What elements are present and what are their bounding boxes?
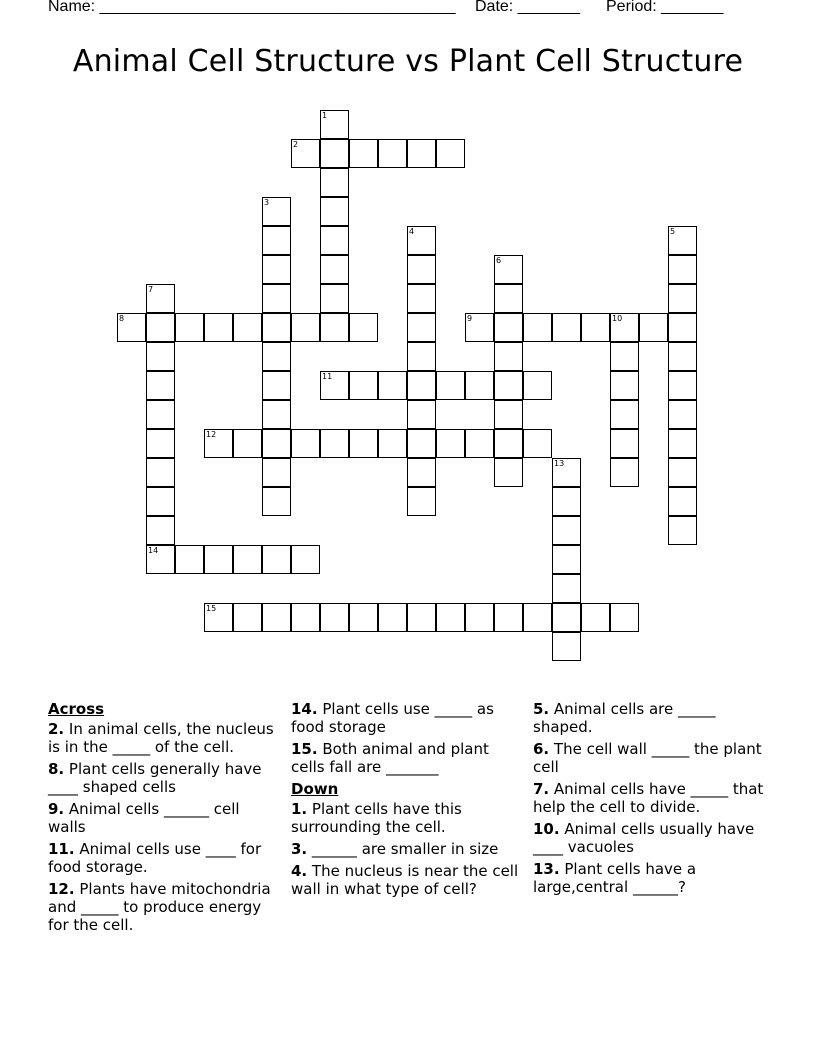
clue-number: 15 — [206, 604, 217, 613]
grid-cell[interactable] — [349, 429, 378, 458]
grid-cell[interactable] — [465, 429, 494, 458]
grid-cell[interactable] — [610, 313, 639, 342]
worksheet-title: Animal Cell Structure vs Plant Cell Structure — [72, 44, 744, 79]
clue-number: 3 — [264, 198, 270, 207]
grid-cell[interactable] — [349, 313, 378, 342]
grid-cell[interactable] — [204, 603, 233, 632]
grid-cell[interactable] — [233, 603, 262, 632]
clue-down-13: 13. Plant cells have a large,central ______? — [533, 860, 697, 896]
grid-cell[interactable] — [320, 168, 349, 197]
grid-cell[interactable] — [668, 458, 697, 487]
grid-cell[interactable] — [320, 197, 349, 226]
grid-cell[interactable] — [320, 313, 349, 342]
date-field: Date: _______ — [475, 0, 580, 15]
grid-cell[interactable] — [494, 429, 523, 458]
grid-cell[interactable] — [668, 487, 697, 516]
grid-cell[interactable] — [610, 400, 639, 429]
grid-cell[interactable] — [494, 284, 523, 313]
grid-cell[interactable] — [175, 545, 204, 574]
grid-cell[interactable] — [436, 139, 465, 168]
clue-number: 1 — [322, 111, 328, 120]
grid-cell[interactable] — [668, 400, 697, 429]
grid-cell[interactable] — [320, 226, 349, 255]
grid-cell[interactable] — [291, 139, 320, 168]
grid-cell[interactable] — [291, 313, 320, 342]
grid-cell[interactable] — [262, 371, 291, 400]
grid-cell[interactable] — [465, 313, 494, 342]
grid-cell[interactable] — [436, 603, 465, 632]
grid-cell[interactable] — [523, 429, 552, 458]
grid-cell[interactable] — [407, 342, 436, 371]
grid-cell[interactable] — [146, 371, 175, 400]
grid-cell[interactable] — [668, 342, 697, 371]
grid-cell[interactable] — [494, 255, 523, 284]
grid-cell[interactable] — [146, 487, 175, 516]
grid-cell[interactable] — [146, 516, 175, 545]
grid-cell[interactable] — [436, 371, 465, 400]
grid-cell[interactable] — [610, 342, 639, 371]
grid-cell[interactable] — [407, 284, 436, 313]
grid-cell[interactable] — [494, 342, 523, 371]
grid-cell[interactable] — [552, 574, 581, 603]
grid-cell[interactable] — [436, 429, 465, 458]
grid-cell[interactable] — [204, 313, 233, 342]
across-heading: Across — [48, 700, 105, 718]
grid-cell[interactable] — [494, 371, 523, 400]
clue-number: 12 — [206, 430, 217, 439]
grid-cell[interactable] — [146, 429, 175, 458]
clue-down-4: 4. The nucleus is near the cell wall in what type of cell? — [291, 862, 519, 898]
down-heading: Down — [291, 780, 339, 798]
period-field: Period: _______ — [606, 0, 724, 15]
grid-cell[interactable] — [407, 487, 436, 516]
grid-cell[interactable] — [668, 313, 697, 342]
grid-cell[interactable] — [668, 516, 697, 545]
grid-cell[interactable] — [146, 545, 175, 574]
clue-number: 11 — [322, 372, 333, 381]
grid-cell[interactable] — [407, 458, 436, 487]
grid-cell[interactable] — [291, 429, 320, 458]
grid-cell[interactable] — [378, 139, 407, 168]
grid-cell[interactable] — [233, 429, 262, 458]
grid-cell[interactable] — [668, 226, 697, 255]
grid-cell[interactable] — [407, 371, 436, 400]
clue-down-10: 10. Animal cells usually have ____ vacuoles — [533, 820, 755, 856]
grid-cell[interactable] — [262, 429, 291, 458]
grid-cell[interactable] — [610, 603, 639, 632]
grid-cell[interactable] — [378, 603, 407, 632]
grid-cell[interactable] — [465, 603, 494, 632]
grid-cell[interactable] — [262, 313, 291, 342]
grid-cell[interactable] — [494, 400, 523, 429]
clue-across-2: 2. In animal cells, the nucleus is in the _____ of the cell. — [48, 720, 274, 756]
name-field: Name: ________________________________________ — [48, 0, 456, 15]
grid-cell[interactable] — [291, 545, 320, 574]
clue-number: 2 — [293, 140, 299, 149]
grid-cell[interactable] — [552, 458, 581, 487]
clue-number: 13 — [554, 459, 565, 468]
clue-number: 9 — [467, 314, 473, 323]
grid-cell[interactable] — [639, 313, 668, 342]
grid-cell[interactable] — [262, 342, 291, 371]
grid-cell[interactable] — [610, 429, 639, 458]
clue-across-15: 15. Both animal and plant cells fall are _______ — [291, 740, 489, 776]
grid-cell[interactable] — [262, 603, 291, 632]
grid-cell[interactable] — [378, 371, 407, 400]
grid-cell[interactable] — [175, 313, 204, 342]
grid-cell[interactable] — [552, 313, 581, 342]
grid-cell[interactable] — [668, 429, 697, 458]
clue-across-12: 12. Plants have mitochondria and _____ to produce energy for the cell. — [48, 880, 271, 934]
grid-cell[interactable] — [349, 139, 378, 168]
grid-cell[interactable] — [262, 458, 291, 487]
grid-cell[interactable] — [320, 110, 349, 139]
clue-down-6: 6. The cell wall _____ the plant cell — [533, 740, 762, 776]
grid-cell[interactable] — [581, 313, 610, 342]
grid-cell[interactable] — [494, 313, 523, 342]
grid-cell[interactable] — [204, 545, 233, 574]
grid-cell[interactable] — [320, 371, 349, 400]
grid-cell[interactable] — [523, 371, 552, 400]
grid-cell[interactable] — [146, 400, 175, 429]
grid-cell[interactable] — [668, 371, 697, 400]
grid-cell[interactable] — [378, 429, 407, 458]
grid-cell[interactable] — [320, 429, 349, 458]
grid-cell[interactable] — [262, 197, 291, 226]
grid-cell[interactable] — [146, 458, 175, 487]
grid-cell[interactable] — [262, 487, 291, 516]
grid-cell[interactable] — [668, 255, 697, 284]
grid-cell[interactable] — [552, 632, 581, 661]
clue-down-3: 3. ______ are smaller in size — [291, 840, 499, 858]
clue-number: 4 — [409, 227, 415, 236]
grid-cell[interactable] — [146, 284, 175, 313]
clue-number: 10 — [612, 314, 623, 323]
grid-cell[interactable] — [291, 603, 320, 632]
grid-cell[interactable] — [552, 545, 581, 574]
grid-cell[interactable] — [552, 603, 581, 632]
clue-number: 6 — [496, 256, 502, 265]
clue-number: 8 — [119, 314, 125, 323]
grid-cell[interactable] — [146, 342, 175, 371]
grid-cell[interactable] — [407, 313, 436, 342]
clue-down-5: 5. Animal cells are _____ shaped. — [533, 700, 716, 736]
clue-across-14: 14. Plant cells use _____ as food storage — [291, 700, 494, 736]
clues-column-3 — [533, 700, 769, 900]
grid-cell[interactable] — [610, 371, 639, 400]
grid-cell[interactable] — [320, 255, 349, 284]
grid-cell[interactable] — [407, 139, 436, 168]
grid-cell[interactable] — [262, 226, 291, 255]
clue-number: 14 — [148, 546, 159, 555]
clue-number: 7 — [148, 285, 154, 294]
grid-cell[interactable] — [494, 458, 523, 487]
clue-down-7: 7. Animal cells have _____ that help the cell to divide. — [533, 780, 764, 816]
grid-cell[interactable] — [320, 284, 349, 313]
grid-cell[interactable] — [146, 313, 175, 342]
grid-cell[interactable] — [320, 603, 349, 632]
grid-cell[interactable] — [262, 284, 291, 313]
grid-cell[interactable] — [233, 545, 262, 574]
grid-cell[interactable] — [262, 255, 291, 284]
clues-column-2 — [291, 700, 523, 902]
grid-cell[interactable] — [349, 603, 378, 632]
grid-cell[interactable] — [523, 313, 552, 342]
grid-cell[interactable] — [407, 255, 436, 284]
grid-cell[interactable] — [465, 371, 494, 400]
clue-down-1: 1. Plant cells have this surrounding the cell. — [291, 800, 462, 836]
grid-cell[interactable] — [320, 139, 349, 168]
grid-cell[interactable] — [117, 313, 146, 342]
grid-cell[interactable] — [233, 313, 262, 342]
grid-cell[interactable] — [581, 603, 610, 632]
clue-across-8: 8. Plant cells generally have ____ shaped cells — [48, 760, 262, 796]
clue-number: 5 — [670, 227, 676, 236]
clue-across-11: 11. Animal cells use ____ for food storage. — [48, 840, 262, 876]
grid-cell[interactable] — [494, 603, 523, 632]
grid-cell[interactable] — [552, 487, 581, 516]
grid-cell[interactable] — [407, 603, 436, 632]
grid-cell[interactable] — [552, 516, 581, 545]
grid-cell[interactable] — [407, 429, 436, 458]
clues-column-1 — [48, 700, 280, 938]
grid-cell[interactable] — [204, 429, 233, 458]
grid-cell[interactable] — [523, 603, 552, 632]
grid-cell[interactable] — [262, 400, 291, 429]
clue-across-9: 9. Animal cells ______ cell walls — [48, 800, 240, 836]
grid-cell[interactable] — [349, 371, 378, 400]
grid-cell[interactable] — [610, 458, 639, 487]
grid-cell[interactable] — [262, 545, 291, 574]
grid-cell[interactable] — [407, 400, 436, 429]
grid-cell[interactable] — [407, 226, 436, 255]
grid-cell[interactable] — [668, 284, 697, 313]
